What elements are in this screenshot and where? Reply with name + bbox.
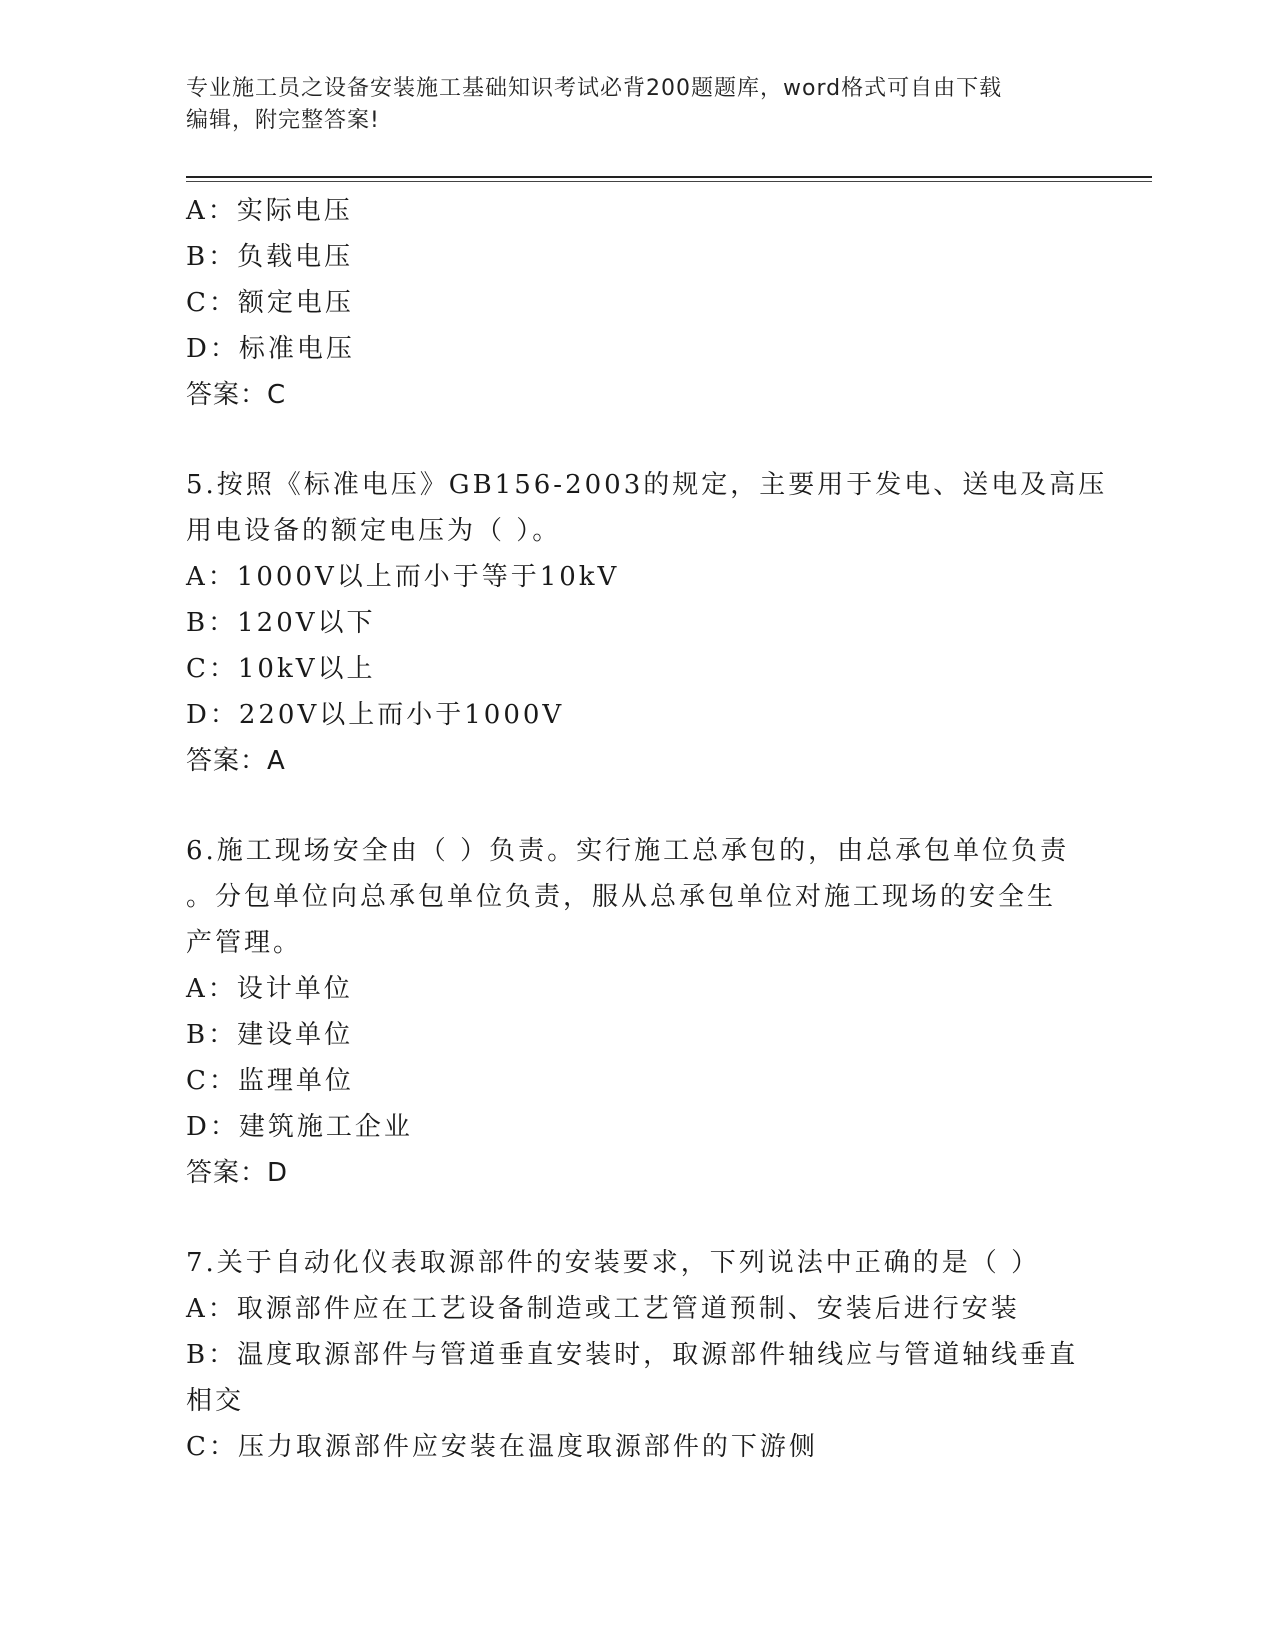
header-divider-thin [186,181,1152,182]
option-c: C：压力取源部件应安装在温度取源部件的下游侧 [186,1432,818,1462]
question-list [186,188,1108,1470]
option-a: A：取源部件应在工艺设备制造或工艺管道预制、安装后进行安装 [186,1294,1020,1324]
question-text-line: 5.按照《标准电压》GB156-2003的规定，主要用于发电、送电及高压 [186,470,1108,500]
header-line-1: 专业施工员之设备安装施工基础知识考试必背200题题库，word格式可自由下载 [186,76,1003,101]
option-b: B：温度取源部件与管道垂直安装时，取源部件轴线应与管道轴线垂直 [186,1340,1079,1370]
option-d: D：建筑施工企业 [186,1112,413,1142]
header-divider-thick [186,176,1152,178]
document-header [186,73,1066,137]
option-b: B：建设单位 [186,1020,354,1050]
question-text-line: 6.施工现场安全由（ ）负责。实行施工总承包的，由总承包单位负责 [186,836,1070,866]
option-a: A：设计单位 [186,974,353,1004]
answer: 答案：A [186,746,286,776]
question-5 [186,462,1108,784]
question-4 [186,188,1086,418]
option-a: A：1000V以上而小于等于10kV [186,562,620,592]
question-text-line: 。分包单位向总承包单位负责，服从总承包单位对施工现场的安全生 [186,882,1057,912]
option-b: B：负载电压 [186,242,354,272]
option-c: C：10kV以上 [186,654,376,684]
option-b: B：120V以下 [186,608,376,638]
option-d: D：220V以上而小于1000V [186,700,565,730]
answer: 答案：C [186,380,287,410]
question-text-line: 7.关于自动化仪表取源部件的安装要求，下列说法中正确的是（ ） [186,1248,1041,1278]
option-c: C：额定电压 [186,288,354,318]
option-b-continued: 相交 [186,1386,245,1416]
question-text-line: 产管理。 [186,928,303,958]
question-7 [186,1240,1086,1470]
question-6 [186,828,1086,1196]
question-text-line: 用电设备的额定电压为（ ）。 [186,516,562,546]
option-d: D：标准电压 [186,334,355,364]
option-a: A：实际电压 [186,196,353,226]
option-c: C：监理单位 [186,1066,354,1096]
header-line-2: 编辑，附完整答案! [186,108,380,133]
answer: 答案：D [186,1158,289,1188]
